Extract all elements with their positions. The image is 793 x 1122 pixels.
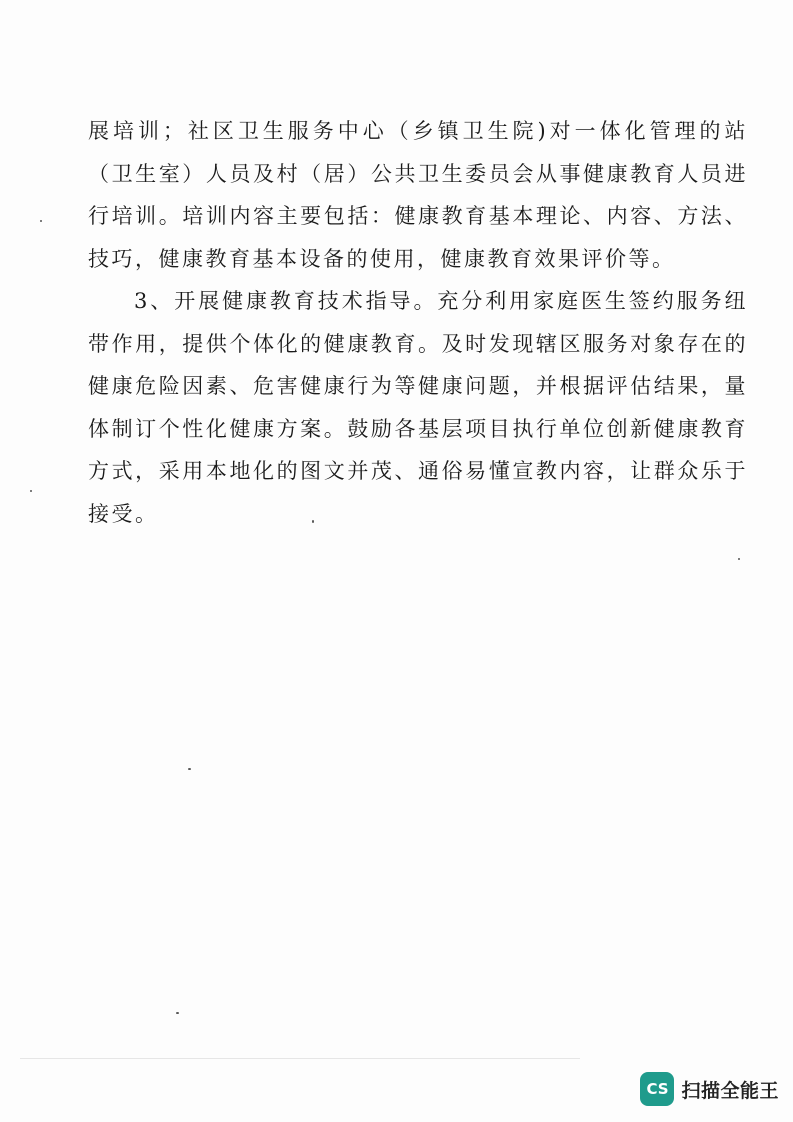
scan-speck: [738, 558, 740, 560]
document-body: [88, 110, 748, 535]
scan-speck: [40, 220, 42, 222]
scan-artifact-line: [20, 1058, 580, 1059]
camscanner-logo-icon: CS: [640, 1072, 674, 1106]
paragraph-technical-guidance: 3、开展健康教育技术指导。充分利用家庭医生签约服务纽带作用，提供个体化的健康教育。及时发现辖区服务对象存在的健康危险因素、危害健康行为等健康问题，并根据评估结果，量体制订个性化健康方案。鼓励各基层项目执行单位创新健康教育方式，采用本地化的图文并茂、通俗易懂宣教内容，让群众乐于接受。: [88, 289, 748, 526]
scan-speck: [188, 768, 191, 770]
paragraph-training-content: 展培训；社区卫生服务中心（乡镇卫生院)对一体化管理的站（卫生室）人员及村（居）公共卫生委员会从事健康教育人员进行培训。培训内容主要包括：健康教育基本理论、内容、方法、技巧，健康教育基本设备的使用，健康教育效果评价等。: [88, 119, 748, 271]
scanner-watermark: [640, 1072, 779, 1106]
scan-speck: [176, 1012, 179, 1014]
watermark-label: 扫描全能王: [681, 1079, 779, 1102]
scan-speck: [30, 490, 32, 492]
